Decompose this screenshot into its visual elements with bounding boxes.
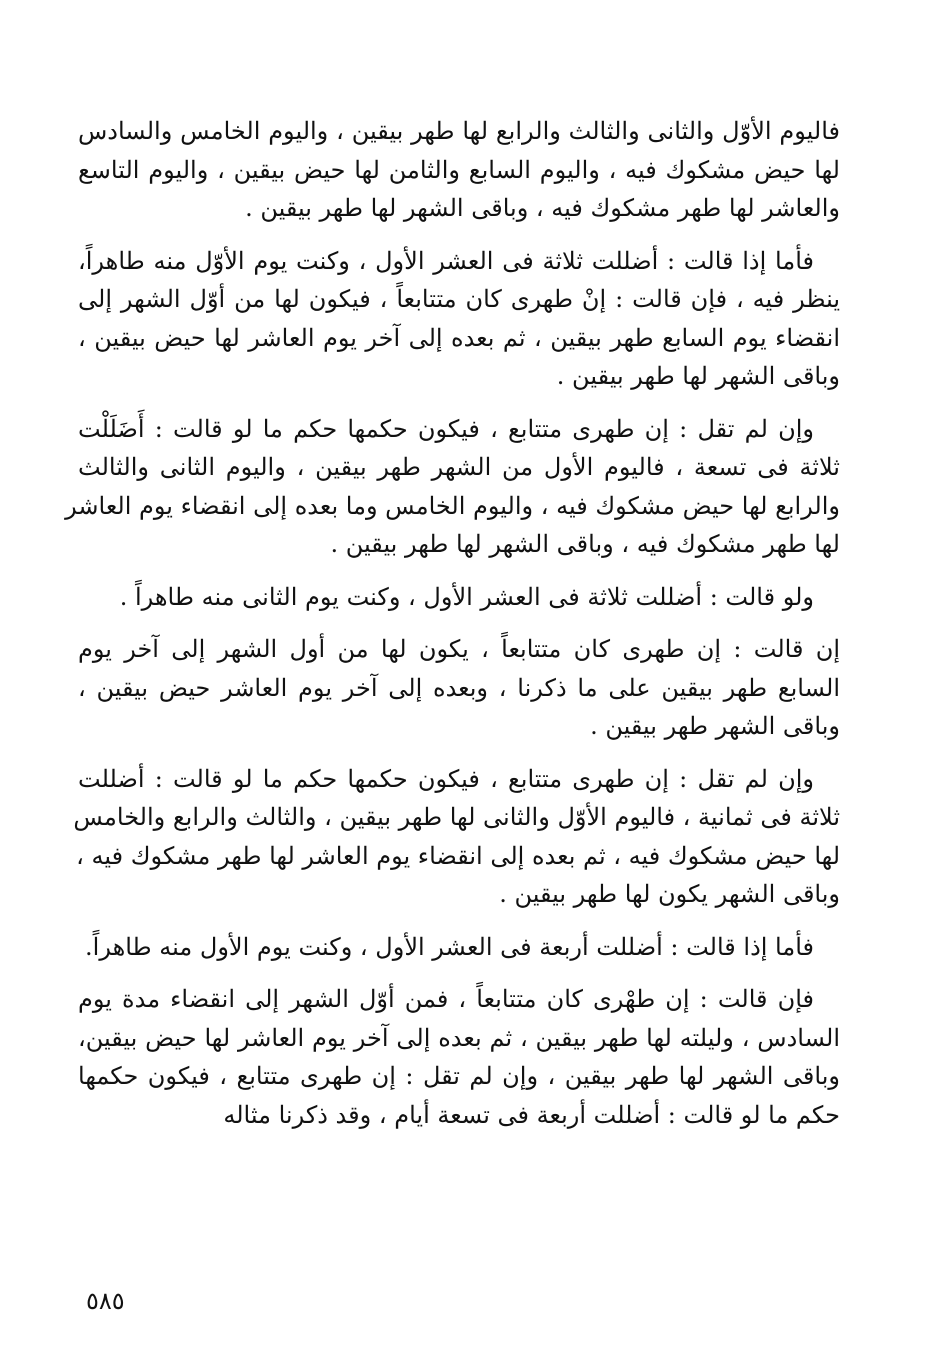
text-line: ولو قالت : أضللت ثلاثة فى العشر الأول ، وكنت يوم الثانى منه طاهراً . bbox=[119, 582, 814, 611]
page-body bbox=[65, 112, 840, 1148]
text-line: فأما إذا قالت : أضللت أربعة فى العشر الأول ، وكنت يوم الأول منه طاهراً. bbox=[85, 932, 814, 961]
paragraph-6 bbox=[73, 760, 840, 914]
text-line: وباقى الشهر طهر بيقين . bbox=[590, 712, 840, 740]
text-line: وباقى الشهر لها طهر بيقين ، وإن لم تقل : إن طهرى متتابع ، فيكون حكمها bbox=[78, 1062, 840, 1090]
text-line: وباقى الشهر لها طهر بيقين . bbox=[556, 362, 840, 390]
text-line: وإن لم تقل : إن طهرى متتابع ، فيكون حكمها حكم ما لو قالت : أضللت bbox=[78, 764, 814, 793]
paragraph-3 bbox=[65, 410, 840, 564]
text-line: لها حيض مشكوك فيه ، ثم بعده إلى انقضاء يوم العاشر لها طهر مشكوك فيه ، bbox=[76, 841, 840, 870]
paragraph-1 bbox=[78, 112, 840, 228]
paragraph-2 bbox=[78, 242, 840, 396]
text-line: وباقى الشهر يكون لها طهر بيقين . bbox=[499, 880, 840, 908]
text-line: لها حيض مشكوك فيه ، واليوم السابع والثامن لها حيض بيقين ، واليوم التاسع bbox=[78, 155, 840, 184]
text-line: والعاشر لها طهر مشكوك فيه ، وباقى الشهر لها طهر بيقين . bbox=[245, 194, 840, 222]
text-line: ينظر فيه ، فإن قالت : إنْ طهرى كان متتابعاً ، فيكون لها من أوّل الشهر إلى bbox=[78, 285, 840, 313]
text-line: لها طهر مشكوك فيه ، وباقى الشهر لها طهر بيقين . bbox=[330, 530, 840, 558]
text-line: السابع طهر بيقين على ما ذكرنا ، وبعده إلى آخر يوم العاشر حيض بيقين ، bbox=[78, 673, 840, 702]
text-line: السادس ، وليلته لها طهر بيقين ، ثم بعده إلى آخر يوم العاشر لها حيض بيقين، bbox=[78, 1023, 840, 1052]
text-line: فأما إذا قالت : أضللت ثلاثة فى العشر الأول ، وكنت يوم الأوّل منه طاهراً، bbox=[78, 246, 814, 275]
text-line: انقضاء يوم السابع طهر بيقين ، ثم بعده إلى آخر يوم العاشر لها حيض بيقين ، bbox=[78, 323, 840, 352]
paragraph-5 bbox=[78, 630, 840, 746]
text-line: ثلاثة فى تسعة ، فاليوم الأول من الشهر طهر بيقين ، واليوم الثانى والثالث bbox=[78, 453, 840, 481]
text-line: حكم ما لو قالت : أضللت أربعة فى تسعة أيام ، وقد ذكرنا مثاله bbox=[223, 1100, 840, 1129]
paragraph-8 bbox=[78, 980, 840, 1134]
text-line: وإن لم تقل : إن طهرى متتابع ، فيكون حكمها حكم ما لو قالت : أَضَلَلْت bbox=[78, 414, 814, 443]
text-line: والرابع لها حيض مشكوك فيه ، واليوم الخامس وما بعده إلى انقضاء يوم العاشر bbox=[65, 491, 840, 520]
paragraph-7 bbox=[78, 928, 840, 967]
text-line: إن قالت : إن طهرى كان متتابعاً ، يكون لها من أول الشهر إلى آخر يوم bbox=[78, 635, 840, 663]
text-line: فاليوم الأوّل والثانى والثالث والرابع لها طهر بيقين ، واليوم الخامس والسادس bbox=[78, 117, 840, 145]
text-line: ثلاثة فى ثمانية ، فاليوم الأوّل والثانى لها طهر بيقين ، والثالث والرابع والخامس bbox=[73, 803, 840, 831]
page-number: ٥٨٥ bbox=[86, 1287, 125, 1315]
text-line: فإن قالت : إن طهْرى كان متتابعاً ، فمن أوّل الشهر إلى انقضاء مدة يوم bbox=[78, 985, 814, 1013]
paragraph-4 bbox=[78, 578, 840, 617]
